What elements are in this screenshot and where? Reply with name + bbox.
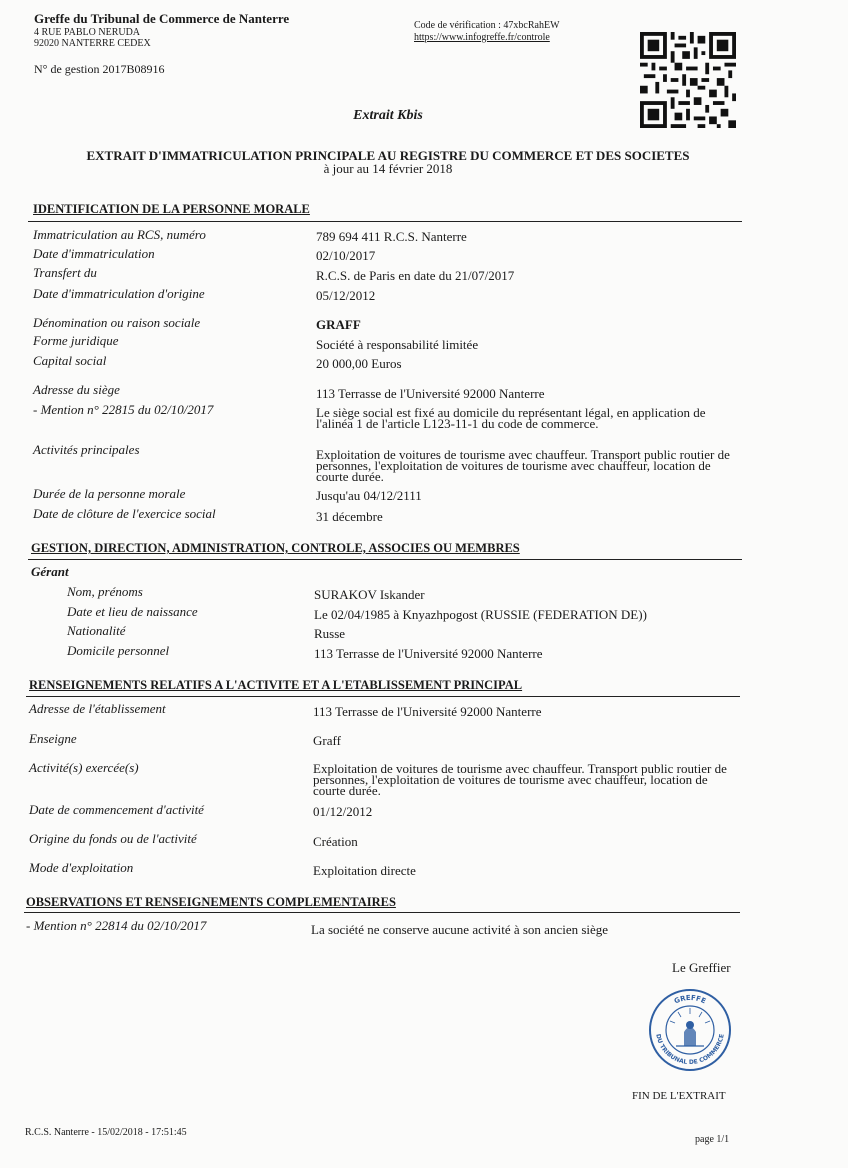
field-value: 789 694 411 R.C.S. Nanterre [316, 229, 467, 244]
greffe-address-line2: 92020 NANTERRE CEDEX [34, 38, 151, 49]
section-divider [28, 221, 742, 222]
field-value: Le siège social est fixé au domicile du représentant légal, en application de l'alinéa 1 de l'article L123-11-1 du code de commerce. [316, 405, 706, 431]
gerant-role: Gérant [31, 564, 69, 579]
field-value: Exploitation de voitures de tourisme avec chauffeur. Transport public routier de personnes, l'exploitation de voitures de tourisme avec chauffeur, location de courte durée. [316, 447, 730, 484]
section-divider [24, 912, 740, 913]
field-label: Capital social [33, 353, 107, 368]
field-value: 113 Terrasse de l'Université 92000 Nanterre [316, 386, 545, 401]
document-subtitle: Extrait Kbis [353, 108, 423, 123]
footer-timestamp: R.C.S. Nanterre - 15/02/2018 - 17:51:45 [25, 1127, 187, 1138]
seal-text-bottom: DU TRIBUNAL DE COMMERCE [654, 1033, 726, 1067]
field-label: Nom, prénoms [67, 584, 143, 599]
field-label: Date de commencement d'activité [29, 802, 204, 817]
field-label: Forme juridique [33, 333, 119, 348]
company-name: GRAFF [316, 317, 361, 332]
field-value: 113 Terrasse de l'Université 92000 Nanterre [313, 704, 542, 719]
document-title: EXTRAIT D'IMMATRICULATION PRINCIPALE AU REGISTRE DU COMMERCE ET DES SOCIETES [86, 148, 690, 163]
document-date: à jour au 14 février 2018 [323, 161, 453, 176]
field-value: 01/12/2012 [313, 804, 373, 819]
field-label: Dénomination ou raison sociale [33, 315, 201, 330]
end-of-extract: FIN DE L'EXTRAIT [632, 1090, 726, 1102]
gestion-number: N° de gestion 2017B08916 [34, 62, 165, 76]
section-heading-identification: IDENTIFICATION DE LA PERSONNE MORALE [33, 202, 310, 216]
field-label: - Mention n° 22814 du 02/10/2017 [26, 918, 207, 933]
field-label: Domicile personnel [67, 643, 170, 658]
field-label: Adresse du siège [33, 382, 120, 397]
section-divider [26, 696, 740, 697]
field-value: Exploitation de voitures de tourisme avec chauffeur. Transport public routier de personnes, l'exploitation de voitures de tourisme avec chauffeur, location de courte durée. [313, 761, 727, 798]
greffe-name: Greffe du Tribunal de Commerce de Nanterre [34, 11, 290, 26]
field-label: Durée de la personne morale [33, 486, 186, 501]
field-label: Enseigne [29, 731, 77, 746]
page-number: page 1/1 [695, 1134, 730, 1145]
verification-link[interactable]: https://www.infogreffe.fr/controle [414, 32, 550, 43]
verification-code: Code de vérification : 47xbcRahEW [414, 20, 560, 31]
seal-text-top: GREFFE [673, 993, 708, 1006]
field-value: Jusqu'au 04/12/2111 [316, 488, 422, 503]
field-value: 31 décembre [316, 509, 383, 524]
field-label: Immatriculation au RCS, numéro [33, 227, 206, 242]
field-label: Date et lieu de naissance [67, 604, 198, 619]
field-label: Transfert du [33, 265, 97, 280]
field-value: Le 02/04/1985 à Knyazhpogost (RUSSIE (FEDERATION DE)) [314, 607, 647, 622]
greffe-seal-icon [648, 988, 732, 1072]
field-label: Activités principales [33, 442, 140, 457]
field-value: Création [313, 834, 358, 849]
greffier-label: Le Greffier [672, 960, 731, 975]
field-value: Société à responsabilité limitée [316, 337, 479, 352]
greffe-address-line1: 4 RUE PABLO NERUDA [34, 27, 141, 38]
field-label: Adresse de l'établissement [29, 701, 166, 716]
field-label: Mode d'exploitation [29, 860, 134, 875]
field-label: Nationalité [67, 623, 126, 638]
field-value: SURAKOV Iskander [314, 587, 425, 602]
field-value: 20 000,00 Euros [316, 356, 402, 371]
section-heading-activite: RENSEIGNEMENTS RELATIFS A L'ACTIVITE ET A L'ETABLISSEMENT PRINCIPAL [29, 678, 523, 692]
field-value: Graff [313, 733, 341, 748]
field-label: Activité(s) exercée(s) [29, 760, 139, 775]
field-value: 05/12/2012 [316, 288, 376, 303]
field-value: 02/10/2017 [316, 248, 376, 263]
field-label: Date de clôture de l'exercice social [33, 506, 216, 521]
section-heading-observations: OBSERVATIONS ET RENSEIGNEMENTS COMPLEMENTAIRES [26, 895, 396, 909]
field-label: Date d'immatriculation d'origine [33, 286, 205, 301]
field-label: Date d'immatriculation [33, 246, 155, 261]
field-value: Exploitation directe [313, 863, 416, 878]
section-divider [28, 559, 742, 560]
section-heading-gestion: GESTION, DIRECTION, ADMINISTRATION, CONTROLE, ASSOCIES OU MEMBRES [31, 541, 520, 555]
field-value: Russe [314, 626, 346, 641]
field-value: R.C.S. de Paris en date du 21/07/2017 [316, 268, 515, 283]
field-label: - Mention n° 22815 du 02/10/2017 [33, 402, 214, 417]
field-value: La société ne conserve aucune activité à son ancien siège [311, 922, 609, 937]
field-label: Origine du fonds ou de l'activité [29, 831, 197, 846]
field-value: 113 Terrasse de l'Université 92000 Nanterre [314, 646, 543, 661]
